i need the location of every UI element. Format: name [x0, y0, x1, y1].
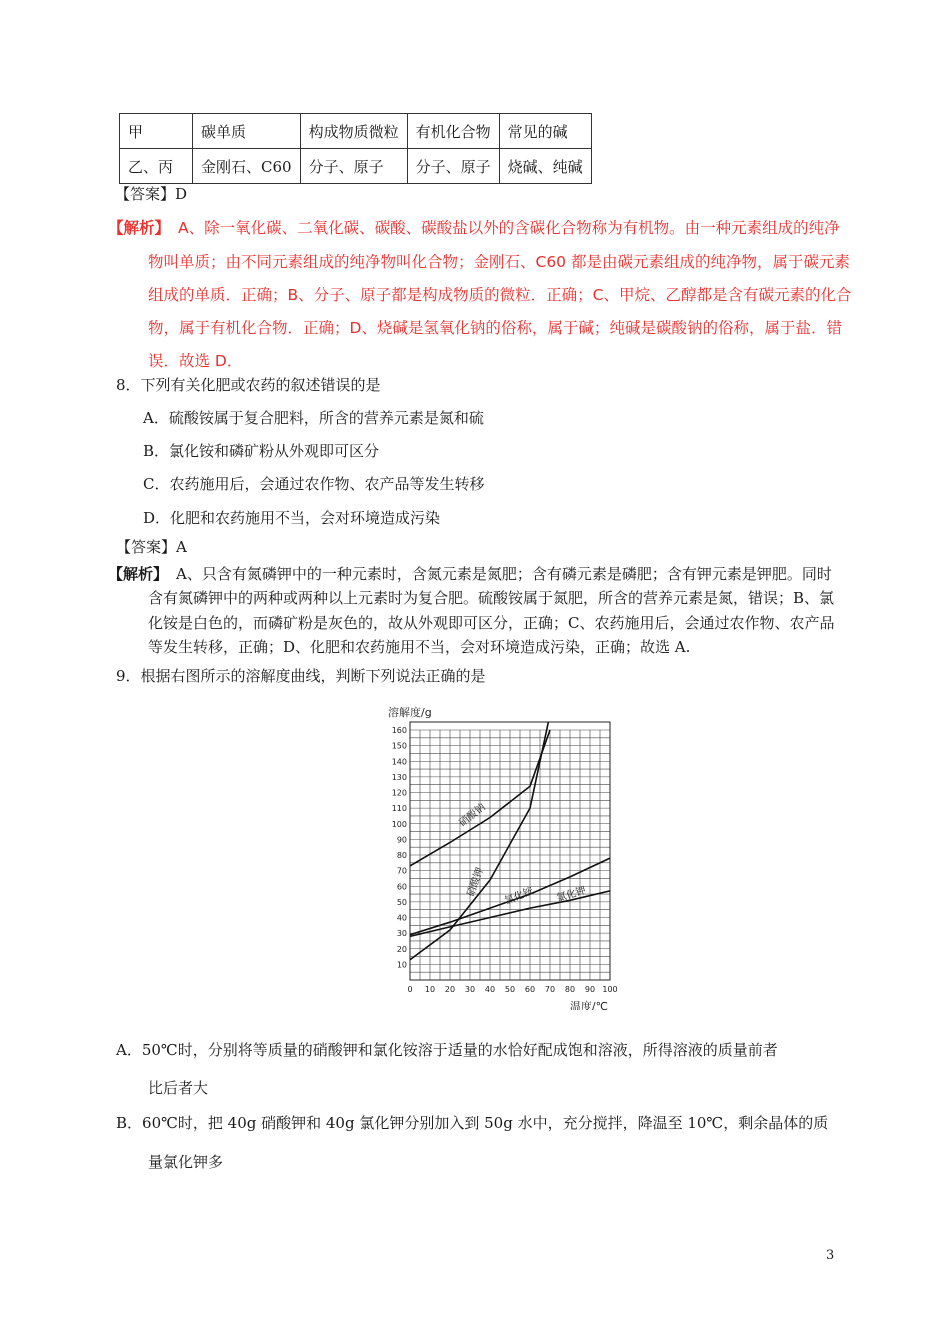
- x-tick-label: 100: [602, 985, 618, 994]
- q8-analysis-line: 等发生转移，正确；D、化肥和农药施用不当，会对环境造成污染，正确；故选 A.: [148, 638, 691, 656]
- table-cell: 分子、原子: [300, 149, 407, 184]
- x-tick-label: 90: [584, 985, 596, 994]
- x-tick-label: 30: [464, 985, 476, 994]
- q8-analysis-line: A、只含有氮磷钾中的一种元素时，含氮元素是氮肥；含有磷元素是磷肥；含有钾元素是钾肥。同时: [176, 565, 832, 583]
- q7-analysis-line: 物叫单质；由不同元素组成的纯净物叫化合物；金刚石、C60 都是由碳元素组成的纯净物，属于碳元素: [148, 253, 850, 271]
- q7-analysis-line: A、除一氧化碳、二氧化碳、碳酸、碳酸盐以外的含碳化合物称为有机物。由一种元素组成的纯净: [178, 219, 840, 237]
- y-tick-label: 150: [391, 741, 407, 751]
- page-number: 3: [826, 1248, 835, 1263]
- series-label: 硝酸钠: [457, 801, 488, 830]
- q7-analysis-line: 物，属于有机化合物．正确；D、烧碱是氢氧化钠的俗称，属于碱；纯碱是碳酸钠的俗称，属于盐．错: [148, 319, 842, 337]
- y-tick-label: 140: [391, 757, 407, 767]
- q7-analysis-line: 组成的单质．正确；B、分子、原子都是构成物质的微粒．正确；C、甲烷、乙醇都是含有碳元素的化合: [148, 286, 852, 304]
- q8-option-b: B．氯化铵和磷矿粉从外观即可区分: [143, 442, 380, 460]
- q9-option-b-line1: B．60℃时，把 40g 硝酸钾和 40g 氯化钾分别加入到 50g 水中，充分搅拌，降温至 10℃，剩余晶体的质: [116, 1114, 829, 1132]
- y-tick-label: 90: [396, 835, 407, 845]
- q9-option-b-line2: 量氯化钾多: [148, 1153, 224, 1171]
- y-tick-label: 100: [391, 819, 407, 829]
- q8-analysis-line: 含有氮磷钾中的两种或两种以上元素时为复合肥。硫酸铵属于氮肥，所含的营养元素是氮，错误；B、氯: [148, 589, 835, 607]
- table-cell: 分子、原子: [407, 149, 499, 184]
- y-axis-label: 溶解度/g: [388, 706, 432, 719]
- table-cell: 金刚石、C60: [193, 149, 301, 184]
- table-row: [120, 114, 592, 149]
- table-cell: 乙、丙: [120, 149, 193, 184]
- series-label: 氯化钾: [555, 885, 588, 905]
- x-axis-label: 温度/℃: [569, 1000, 608, 1010]
- solubility-chart: [380, 700, 620, 1010]
- x-tick-label: 50: [504, 985, 516, 994]
- y-tick-label: 70: [396, 866, 407, 876]
- classification-table: [119, 113, 592, 184]
- y-tick-label: 10: [396, 960, 407, 970]
- table-cell: 构成物质微粒: [300, 114, 407, 149]
- q8-answer: 【答案】A: [116, 538, 187, 556]
- q9-option-a-line2: 比后者大: [148, 1079, 209, 1097]
- x-tick-label: 60: [524, 985, 536, 994]
- y-tick-label: 80: [396, 851, 407, 860]
- q9-option-a-line1: A．50℃时，分别将等质量的硝酸钾和氯化铵溶于适量的水恰好配成饱和溶液，所得溶液的质量前者: [116, 1041, 778, 1059]
- x-tick-label: 70: [544, 985, 556, 994]
- y-tick-label: 50: [396, 897, 407, 907]
- x-tick-label: 0: [407, 985, 413, 994]
- q9-stem: 9．根据右图所示的溶解度曲线，判断下列说法正确的是: [116, 667, 486, 685]
- q8-analysis-line: 化铵是白色的，而磷矿粉是灰色的，故从外观即可区分，正确；C、农药施用后，会通过农作物、农产品: [148, 614, 835, 632]
- q8-option-c: C．农药施用后，会通过农作物、农产品等发生转移: [143, 475, 485, 493]
- series-label: 氯化铵: [503, 885, 536, 908]
- x-tick-label: 40: [484, 985, 496, 994]
- q8-analysis-tag: 【解析】: [108, 565, 169, 583]
- x-tick-label: 80: [564, 985, 576, 994]
- series-label: 硝酸钾: [465, 866, 486, 899]
- q8-stem: 8．下列有关化肥或农药的叙述错误的是: [116, 376, 381, 394]
- table-cell: 碳单质: [193, 114, 301, 149]
- y-tick-label: 40: [396, 913, 407, 923]
- x-tick-label: 10: [424, 985, 436, 994]
- table-cell: 有机化合物: [407, 114, 499, 149]
- table-cell: 甲: [120, 114, 193, 149]
- y-tick-label: 120: [391, 788, 407, 798]
- table-cell: 烧碱、纯碱: [499, 149, 591, 184]
- x-tick-label: 20: [444, 985, 456, 994]
- q8-option-a: A．硫酸铵属于复合肥料，所含的营养元素是氮和硫: [143, 409, 484, 427]
- table-row: [120, 149, 592, 184]
- y-tick-label: 160: [391, 726, 407, 735]
- q7-analysis-line: 误．故选 D．: [148, 352, 243, 370]
- y-tick-label: 20: [396, 944, 407, 954]
- q7-answer: 【答案】D: [115, 185, 188, 203]
- y-tick-label: 110: [391, 804, 407, 814]
- y-tick-label: 60: [396, 882, 407, 892]
- table-cell: 常见的碱: [499, 114, 591, 149]
- q7-analysis-tag: 【解析】: [108, 219, 171, 237]
- q8-option-d: D．化肥和农药施用不当，会对环境造成污染: [143, 509, 441, 527]
- y-tick-label: 130: [391, 772, 407, 782]
- y-tick-label: 30: [396, 929, 407, 939]
